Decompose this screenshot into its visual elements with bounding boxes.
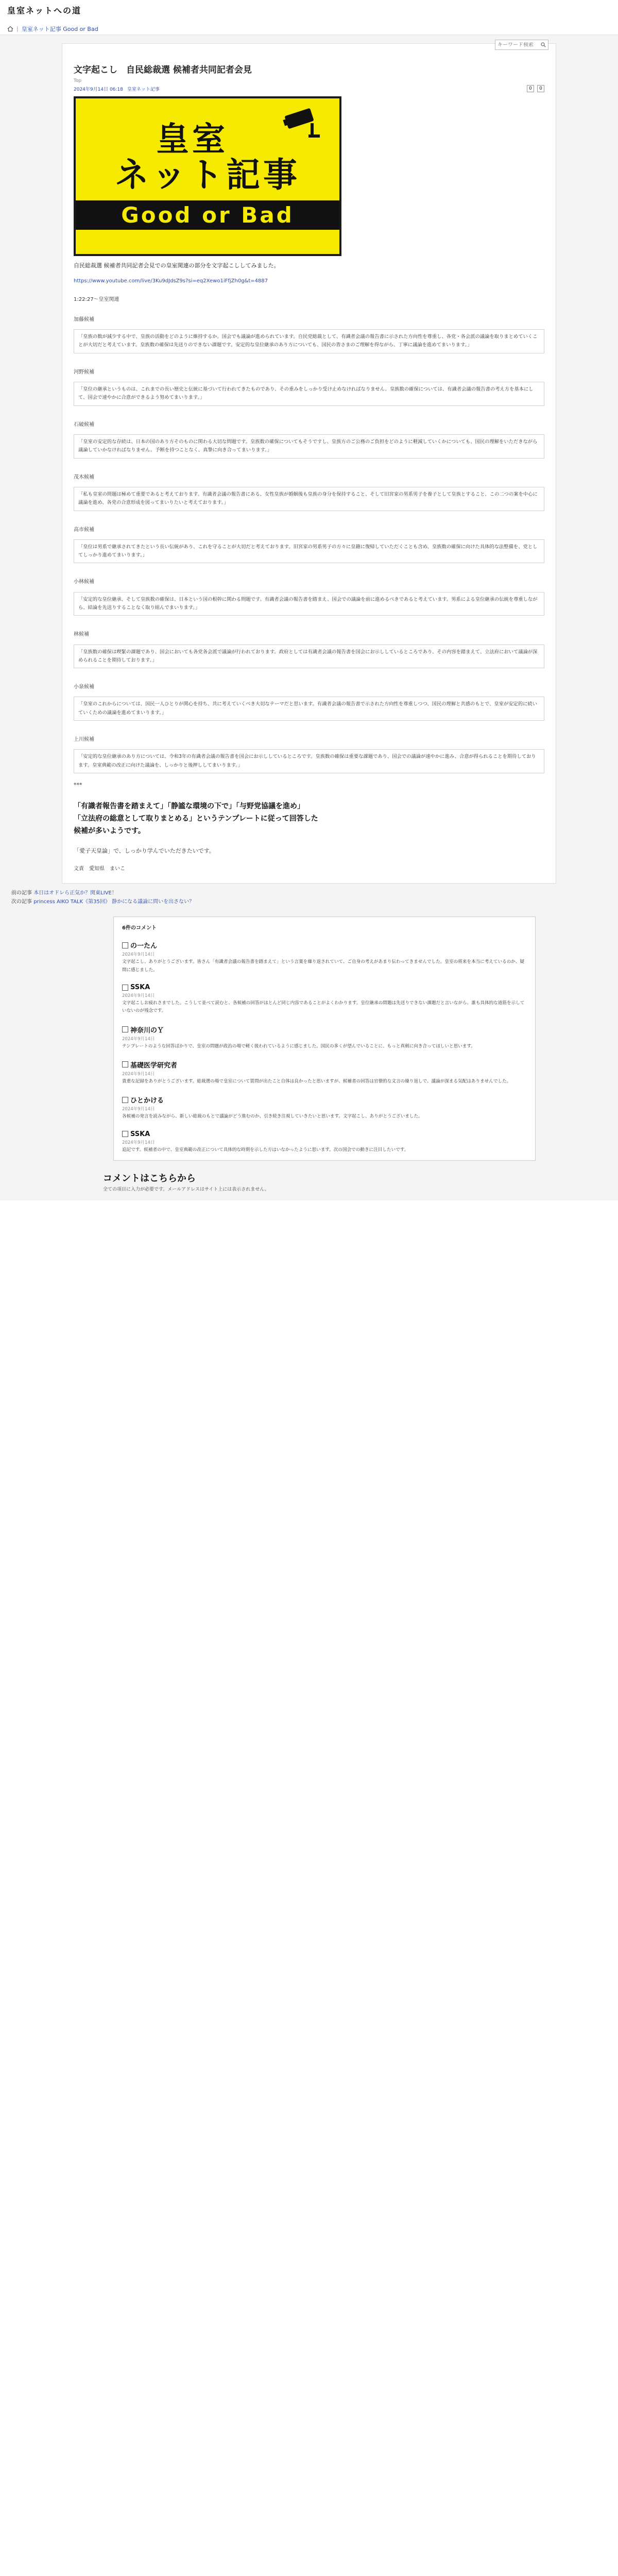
speaker-block [74,683,544,721]
security-camera-icon [281,108,324,144]
article-meta-top: Top [74,78,82,83]
comment [122,984,527,1015]
speaker-block [74,735,544,773]
comment-author [122,940,527,950]
timestamp-label: 1:22:27〜皇室関連 [74,296,119,302]
prev-post-label: 前の記事 [11,890,32,896]
speaker-name: 茂木候補 [74,474,94,480]
user-icon [122,1097,128,1103]
next-post-title[interactable]: princess AIKO TALK《第35回》 静かになる議論に問いを出さない？ [33,899,195,905]
article-date: 2024年9月14日 06:18 [74,87,123,92]
comment-date: 2024年9月14日 [122,952,155,958]
comment-date: 2024年9月14日 [122,1071,155,1077]
speaker-text: 「皇族数の確保は喫緊の課題であり、国会においても各党各会派で議論が行われております。政府としては有識者会議の報告書を国会にお示ししているところであり、その内容を踏まえて、立法府において議論が深められることを期待しております。」 [74,645,544,669]
banner-inner [76,98,339,254]
author-credit: 文責 愛知県 まいこ [74,866,125,872]
comments-section [113,917,536,1160]
comment-author [122,1095,527,1105]
speaker-block [74,526,544,564]
comment-body: 各候補の発言を読みながら、新しい総裁のもとで議論がどう進むのか、引き続き注視していきたいと思います。文字起こし、ありがとうございました。 [122,1114,423,1120]
youtube-link[interactable]: https://www.youtube.com/live/3Ku9dJdsZ9s?si=eq2Xewo1iFfjZh0g&t=4887 [74,278,268,284]
comment [122,1095,527,1121]
summary [74,801,544,837]
comment-author-name: SSKA [130,1130,150,1138]
user-icon [122,942,128,948]
comment-body: 追記です。候補者の中で、皇室典範の改正について具体的な時期を示した方はいなかったように思います。次の国会での動きに注目したいです。 [122,1147,409,1153]
speaker-name: 石破候補 [74,421,94,428]
summary-line: 「有識者報告書を踏まえて」「静謐な環境の下で」「与野党協議を進め」 [74,802,304,811]
speaker-text: 「皇位の継承というものは、これまでの長い歴史と伝統に基づいて行われてきたものであり、その重みをしっかり受け止めなければなりません。皇族数の確保については、有識者会議の報告書の考え方を基本にして、国会で速やかに合意ができるよう努めてまいります。」 [74,382,544,406]
article-category[interactable]: 皇室ネット記事 [127,87,160,92]
search-icon[interactable] [541,42,546,47]
speaker-name: 河野候補 [74,369,94,375]
post-navigation [0,884,618,911]
user-icon [122,985,128,991]
speaker-text: 「皇室のこれからについては、国民一人ひとりが関心を持ち、共に考えていくべき大切なテーマだと思います。有識者会議の報告書で示された方向性を尊重しつつ、国民の理解と共感のもとで、皇室が安定的に続いていくための議論を進めてまいります。」 [74,697,544,721]
comment-form-note: 全ての項目に入力が必要です。メールアドレスはサイト上には表示されません。 [103,1187,269,1192]
article [62,43,556,884]
comment-author [122,1060,527,1070]
share-count-x[interactable]: 0 [537,85,544,92]
comments-heading: 6件のコメント [122,925,157,931]
comment-author [122,984,527,991]
speaker-block [74,368,544,406]
speaker-block [74,473,544,511]
speaker-name: 小林候補 [74,579,94,585]
comment-date: 2024年9月14日 [122,993,155,999]
search-box[interactable] [495,40,548,50]
page-body [0,35,618,1200]
comment-form-title: コメントはこちらから [103,1173,196,1184]
speaker-name: 加藤候補 [74,316,94,323]
breadcrumb-separator: | [16,25,19,32]
speaker-block [74,315,544,353]
speaker-text: 「皇位は男系で継承されてきたという長い伝統があり、これを守ることが大切だと考えております。旧宮家の男系男子の方々に皇籍に復帰していただくことも含め、皇族数の確保に向けた具体的な法整備を、党としてしっかり進めてまいります。」 [74,539,544,564]
article-banner [74,96,341,256]
banner-text-line2: ネット記事 [115,155,300,195]
summary-line: 「立法府の総意として取りまとめる」というテンプレートに従って回答した [74,814,318,823]
comment-author-name: ひとかける [130,1097,164,1105]
comment [122,1060,527,1086]
speaker-name: 小泉候補 [74,684,94,690]
comment-author-name: SSKA [130,984,150,992]
speaker-text: 「皇族の数が減少する中で、皇族の活動をどのように維持するか。国会でも議論が進められています。自民党総裁として、有識者会議の報告書に示された方向性を尊重し、各党・各会派の議論を取りまとめていくことが大切だと考えています。皇族数の確保は先送りのできない課題です。安定的な皇位継承のあり方についても、国民の皆さまのご理解を得ながら、丁寧に議論を進めてまいります。」 [74,329,544,353]
next-post[interactable] [11,897,607,906]
speaker-text: 「皇室の安定的な存続は、日本の国のあり方そのものに関わる大切な問題です。皇族数の確保についてもそうですし、皇族方のご公務のご負担をどのように軽減していくかについても、国民の理解をいただきながら議論していかなければなりません。予断を持つことなく、真摯に向き合ってまいります。」 [74,434,544,459]
speaker-name: 林候補 [74,632,89,638]
prev-post[interactable] [11,889,607,897]
comment-author [122,1130,527,1138]
user-icon [122,1026,128,1032]
prev-post-title[interactable]: 本日はオドレら正気か？関東LIVE！ [33,890,117,896]
speaker-text: 「私も皇室の問題は極めて重要であると考えております。有識者会議の報告書にある、女性皇族が婚姻後も皇族の身分を保持すること、そして旧宮家の男系男子を養子として皇族とすること、この二つの案を中心に議論を進め、各党の合意形成を図ってまいりたいと考えております。」 [74,487,544,511]
comment-author-name: 基礎医学研究者 [130,1061,178,1070]
comment-author-name: の一たん [130,942,158,951]
speaker-block [74,578,544,616]
banner-text-line3: Good or Bad [76,200,339,230]
closing-text: 「愛子天皇論」で、しっかり学んでいただきたいです。 [74,848,215,855]
speaker-block [74,420,544,459]
comment [122,1025,527,1050]
section-divider: *** [74,782,82,789]
comment-body: 文字起こし、ありがとうございます。皆さん「有識者会議の報告書を踏まえて」という言葉を繰り返されていて、ご自身の考えがあまり伝わってきませんでした。皇室の将来を本当に考えているのか、疑問に感じました。 [122,959,525,973]
breadcrumb-current[interactable]: 皇室ネット記事 Good or Bad [21,25,98,32]
article-meta [74,85,544,92]
home-icon[interactable] [7,26,13,32]
comment-author-name: 神奈川のＹ [130,1026,164,1035]
speaker-text: 「安定的な皇位継承のあり方については、令和3年の有識者会議の報告書を国会にお示ししているところです。皇族数の確保は重要な課題であり、国会での議論が速やかに進み、合意が得られることを期待しております。皇室典範の改正に向けた議論を、しっかりと後押ししてまいります。」 [74,749,544,773]
comment-date: 2024年9月14日 [122,1107,155,1112]
site-logo[interactable]: 皇室ネットへの道 [7,6,82,15]
next-post-label: 次の記事 [11,899,32,905]
user-icon [122,1061,128,1067]
article-title: 文字起こし 自民総裁選 候補者共同記者会見 [74,65,252,75]
speaker-name: 高市候補 [74,527,94,533]
speaker-name: 上川候補 [74,737,94,743]
speaker-block [74,630,544,668]
comment [122,940,527,974]
speaker-text: 「安定的な皇位継承、そして皇族数の確保は、日本という国の根幹に関わる問題です。有識者会議の報告書を踏まえ、国会での議論を前に進めるべきであると考えています。男系による皇位継承の伝統を尊重しながら、結論を先送りすることなく取り組んでまいります。」 [74,592,544,616]
comment-date: 2024年9月14日 [122,1140,155,1145]
search-input[interactable] [497,42,539,48]
share-bar [527,85,544,92]
comment-body: 貴重な記録をありがとうございます。総裁選の場で皇室について質問が出たこと自体は良かったと思いますが、候補者の回答は官僚的な文言の繰り返しで、議論が深まる気配はありませんでした。 [122,1078,511,1084]
site-header [0,0,618,23]
breadcrumb [0,23,618,35]
summary-line: 候補が多いようです。 [74,826,145,835]
comment-body: 文字起こしお疲れさまでした。こうして並べて読むと、各候補の回答がほとんど同じ内容であることがよくわかります。皇位継承の問題は先送りできない課題だと言いながら、誰も具体的な道筋を示していないのが残念です。 [122,1001,525,1014]
comment-date: 2024年9月14日 [122,1036,155,1042]
user-icon [122,1131,128,1137]
comment [122,1130,527,1154]
comment-body: テンプレートのような回答ばかりで、皇室の問題が政治の場で軽く扱われているように感じました。国民の多くが望んでいることに、もっと真剣に向き合ってほしいと思います。 [122,1043,475,1049]
comment-author [122,1025,527,1035]
article-intro: 自民総裁選 候補者共同記者会見での皇室関連の部分を文字起こししてみました。 [74,262,280,269]
share-count-facebook[interactable]: 0 [527,85,534,92]
banner-text-line1: 皇室 [156,121,228,159]
